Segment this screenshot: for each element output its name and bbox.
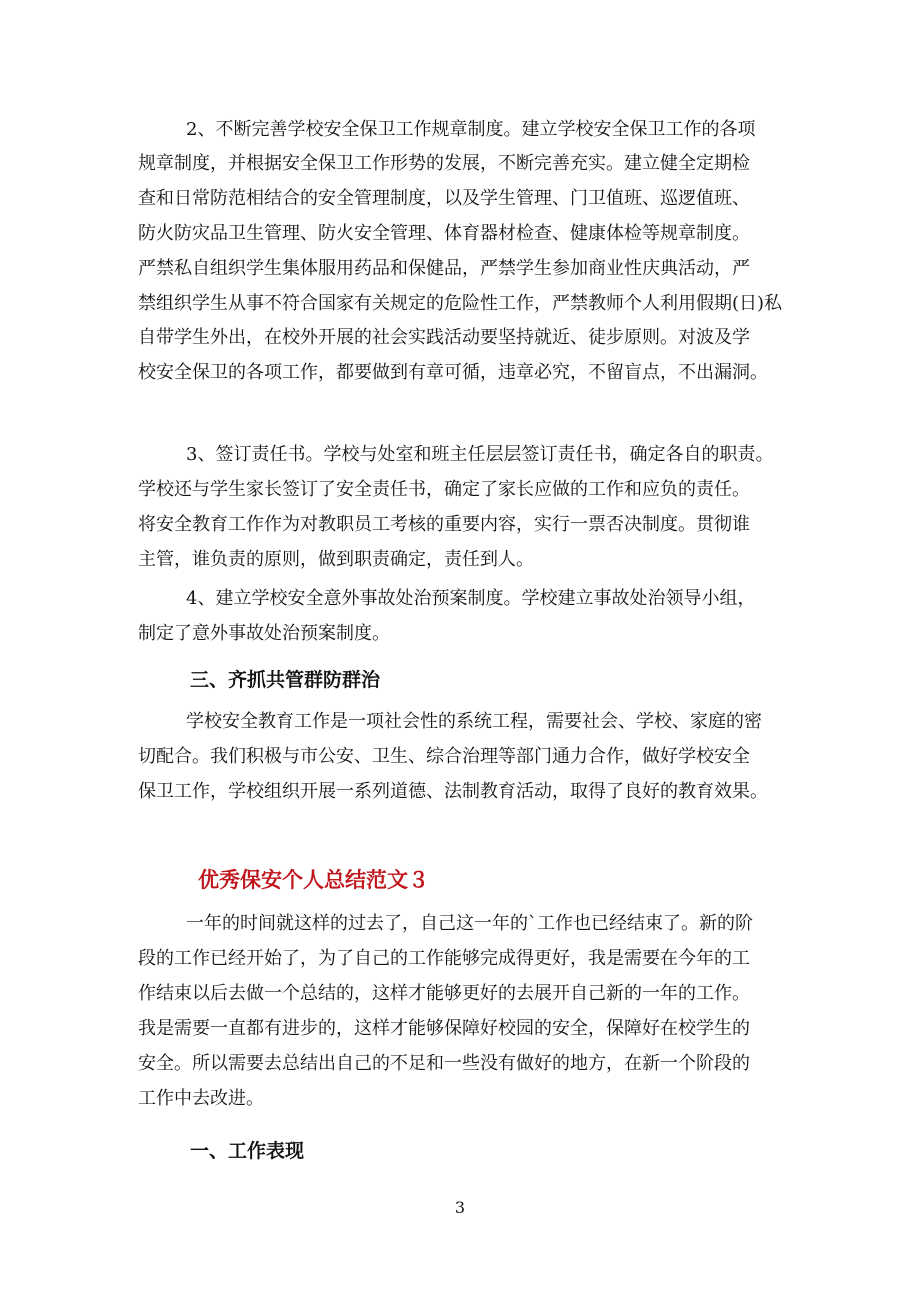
paragraph-line: 严禁私自组织学生集体服用药品和保健品，严禁学生参加商业性庆典活动，严 [138, 258, 750, 279]
paragraph-line: 3、签订责任书。学校与处室和班主任层层签订责任书，确定各自的职责。 [186, 444, 774, 465]
paragraph-line: 学校安全教育工作是一项社会性的系统工程，需要社会、学校、家庭的密 [186, 711, 762, 732]
paragraph-line: 禁组织学生从事不符合国家有关规定的危险性工作，严禁教师个人利用假期(日)私 [138, 293, 783, 314]
paragraph-line: 段的工作已经开始了，为了自己的工作能够完成得更好，我是需要在今年的工 [138, 948, 750, 969]
paragraph-line: 防火防灾品卫生管理、防火安全管理、体育器材检查、健康体检等规章制度。 [138, 223, 750, 244]
paragraph-line: 工作中去改进。 [138, 1088, 264, 1109]
paragraph-line: 自带学生外出，在校外开展的社会实践活动要坚持就近、徒步原则。对波及学 [138, 327, 750, 348]
paragraph-line: 切配合。我们积极与市公安、卫生、综合治理等部门通力合作，做好学校安全 [138, 746, 750, 767]
paragraph-line: 制定了意外事故处治预案制度。 [138, 623, 390, 644]
paragraph-line: 规章制度，并根据安全保卫工作形势的发展，不断完善充实。建立健全定期检 [138, 153, 750, 174]
section-heading: 三、齐抓共管群防群治 [190, 669, 381, 691]
section-heading: 一、工作表现 [190, 1140, 305, 1162]
paragraph-line: 4、建立学校安全意外事故处治预案制度。学校建立事故处治领导小组， [186, 588, 756, 609]
paragraph-line: 主管，谁负责的原则，做到职责确定，责任到人。 [138, 549, 534, 570]
paragraph-line: 校安全保卫的各项工作，都要做到有章可循，违章必究，不留盲点，不出漏洞。 [138, 362, 768, 383]
article-title: 优秀保安个人总结范文３ [198, 868, 429, 892]
paragraph-line: 将安全教育工作作为对教职员工考核的重要内容，实行一票否决制度。贯彻谁 [138, 514, 750, 535]
paragraph-line: 作结束以后去做一个总结的，这样才能够更好的去展开自己新的一年的工作。 [138, 983, 750, 1004]
paragraph-line: 查和日常防范相结合的安全管理制度，以及学生管理、门卫值班、巡逻值班、 [138, 188, 750, 209]
paragraph-line: 安全。所以需要去总结出自己的不足和一些没有做好的地方，在新一个阶段的 [138, 1053, 750, 1074]
paragraph-line: 我是需要一直都有进步的，这样才能够保障好校园的安全，保障好在校学生的 [138, 1018, 750, 1039]
paragraph-line: 一年的时间就这样的过去了，自己这一年的`工作也已经结束了。新的阶 [186, 913, 753, 934]
paragraph-line: 2、不断完善学校安全保卫工作规章制度。建立学校安全保卫工作的各项 [186, 119, 756, 140]
paragraph-line: 保卫工作，学校组织开展一系列道德、法制教育活动，取得了良好的教育效果。 [138, 781, 768, 802]
page-number: 3 [454, 1198, 466, 1217]
paragraph-line: 学校还与学生家长签订了安全责任书，确定了家长应做的工作和应负的责任。 [138, 479, 750, 500]
